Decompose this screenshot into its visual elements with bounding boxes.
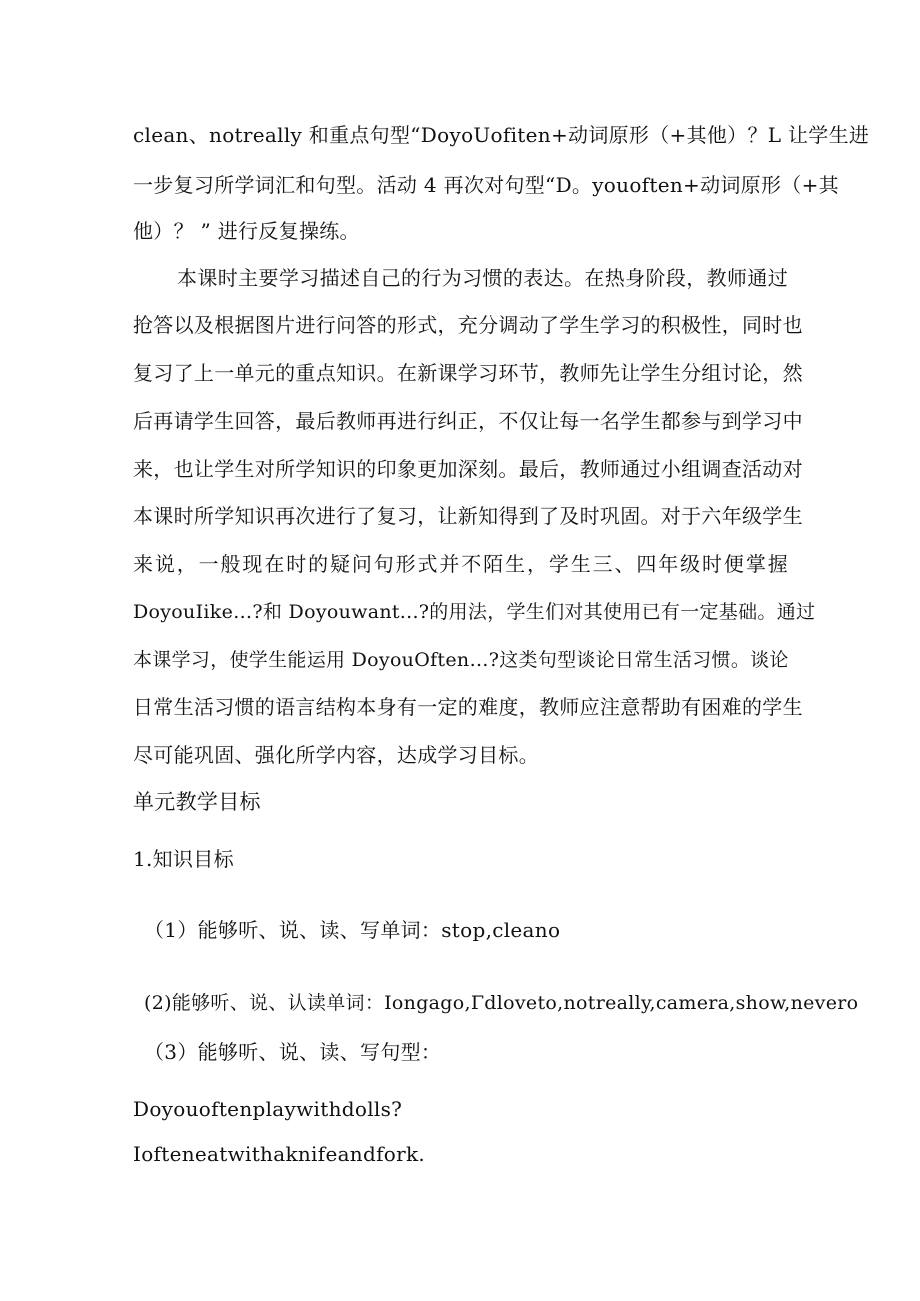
analysis-line-9: 本课学习，使学生能运用 DoyouOften…?这类句型谈论日常生活习惯。谈论: [133, 649, 789, 671]
example-sentence-2: Iofteneatwithaknifeandfork.: [133, 1142, 426, 1166]
intro-line-2: 一步复习所学词汇和句型。活动 4 再次对句型“D。youoften+动词原形（+其: [133, 173, 839, 197]
analysis-line-11: 尽可能巩固、强化所学内容，达成学习目标。: [133, 743, 539, 767]
analysis-line-2: 抢答以及根据图片进行问答的形式，充分调动了学生学习的积极性，同时也: [133, 313, 803, 337]
objective-item-2: (2)能够听、说、认读单词：Iongago,Γdloveto,notreally,camera,show,nevero: [144, 992, 859, 1014]
section-heading: 单元教学目标: [133, 790, 261, 814]
objective-item-1: （1）能够听、说、读、写单词：stop,cleano: [144, 918, 561, 942]
example-sentence-1: Doyouoftenplaywithdolls?: [133, 1097, 403, 1121]
analysis-line-3: 复习了上一单元的重点知识。在新课学习环节，教师先让学生分组讨论，然: [133, 361, 803, 385]
analysis-line-7: 来说，一般现在时的疑问句形式并不陌生，学生三、四年级时便掌握: [133, 552, 788, 576]
analysis-line-6: 本课时所学知识再次进行了复习，让新知得到了及时巩固。对于六年级学生: [133, 504, 803, 528]
objective-item-3: （3）能够听、说、读、写句型：: [144, 1040, 442, 1064]
analysis-line-4: 后再请学生回答，最后教师再进行纠正，不仅让每一名学生都参与到学习中: [133, 409, 803, 433]
analysis-line-5: 来，也让学生对所学知识的印象更加深刻。最后，教师通过小组调查活动对: [133, 457, 803, 481]
analysis-line-1: 本课时主要学习描述自己的行为习惯的表达。在热身阶段，教师通过: [177, 266, 788, 290]
knowledge-title: 1.知识目标: [133, 847, 234, 871]
intro-line-1: clean、notreally 和重点句型“DoyoUofiten+动词原形（+其他）？L 让学生进: [133, 123, 870, 147]
intro-line-3: 他）？ ” 进行反复操练。: [133, 219, 360, 243]
analysis-line-10: 日常生活习惯的语言结构本身有一定的难度，教师应注意帮助有困难的学生: [133, 695, 803, 719]
analysis-line-8: DoyouIike…?和 Doyouwant...?的用法，学生们对其使用已有一定基础。通过: [133, 601, 816, 623]
